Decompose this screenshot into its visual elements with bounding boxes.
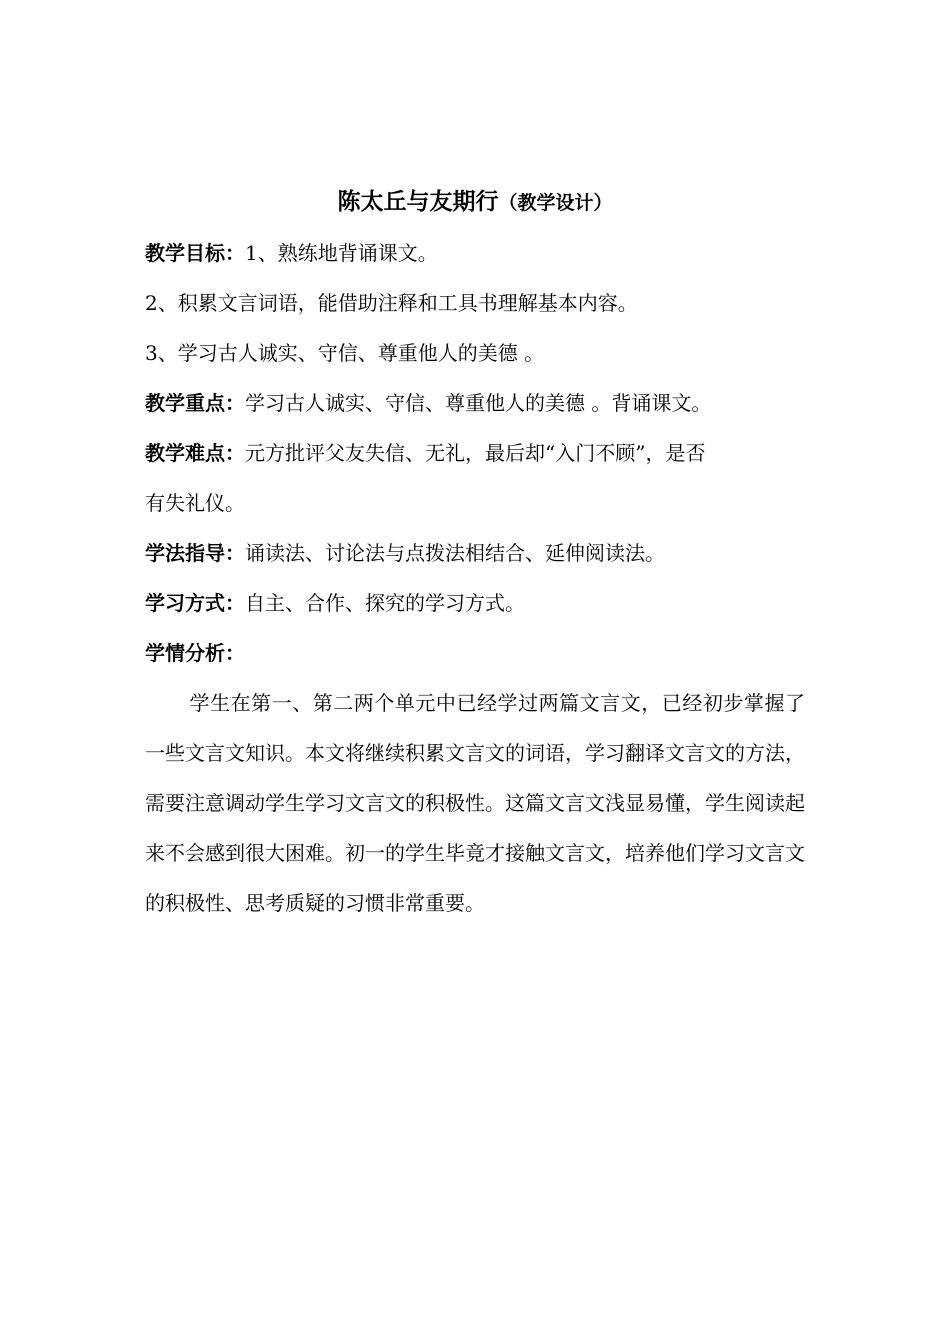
analysis-paragraph	[145, 678, 805, 928]
learning-mode-text: 自主、合作、探究的学习方式。	[245, 591, 525, 615]
method-guide-line	[145, 528, 805, 578]
title-subtitle: （教学设计）	[498, 192, 613, 214]
objective-item-3: 3、学习古人诚实、守信、尊重他人的美德 。	[145, 341, 545, 365]
key-points-text: 学习古人诚实、守信、尊重他人的美德 。背诵课文。	[245, 391, 712, 415]
method-guide-label: 学法指导：	[145, 541, 245, 565]
learning-mode-label: 学习方式：	[145, 591, 245, 615]
difficulties-text-1: 元方批评父友失信、无礼，最后却“入门不顾”，是否	[245, 441, 706, 465]
method-guide-text: 诵读法、讨论法与点拨法相结合、延伸阅读法。	[245, 541, 665, 565]
objectives-line-1	[145, 228, 805, 278]
analysis-heading	[145, 628, 805, 678]
difficulties-line-1	[145, 428, 805, 478]
analysis-text: 学生在第一、第二两个单元中已经学过两篇文言文，已经初步掌握了一些文言文知识。本文将继续积累文言文的词语，学习翻译文言文的方法，需要注意调动学生学习文言文的积极性。这篇文言文浅显易懂，学生阅读起来不会感到很大困难。初一的学生毕竟才接触文言文，培养他们学习文言文的积极性、思考质疑的习惯非常重要。	[145, 691, 805, 915]
difficulties-line-2: 有失礼仪。	[145, 491, 245, 515]
key-points-label: 教学重点：	[145, 391, 245, 415]
difficulties-label: 教学难点：	[145, 441, 245, 465]
objectives-label: 教学目标：	[145, 241, 245, 265]
key-points-line	[145, 378, 805, 428]
learning-mode-line	[145, 578, 805, 628]
page-title	[145, 182, 805, 222]
objective-item-1: 1、熟练地背诵课文。	[245, 241, 438, 265]
analysis-label: 学情分析：	[145, 641, 245, 665]
objective-item-2: 2、积累文言词语，能借助注释和工具书理解基本内容。	[145, 291, 638, 315]
document-page	[145, 182, 805, 928]
title-main: 陈太丘与友期行	[337, 189, 499, 215]
